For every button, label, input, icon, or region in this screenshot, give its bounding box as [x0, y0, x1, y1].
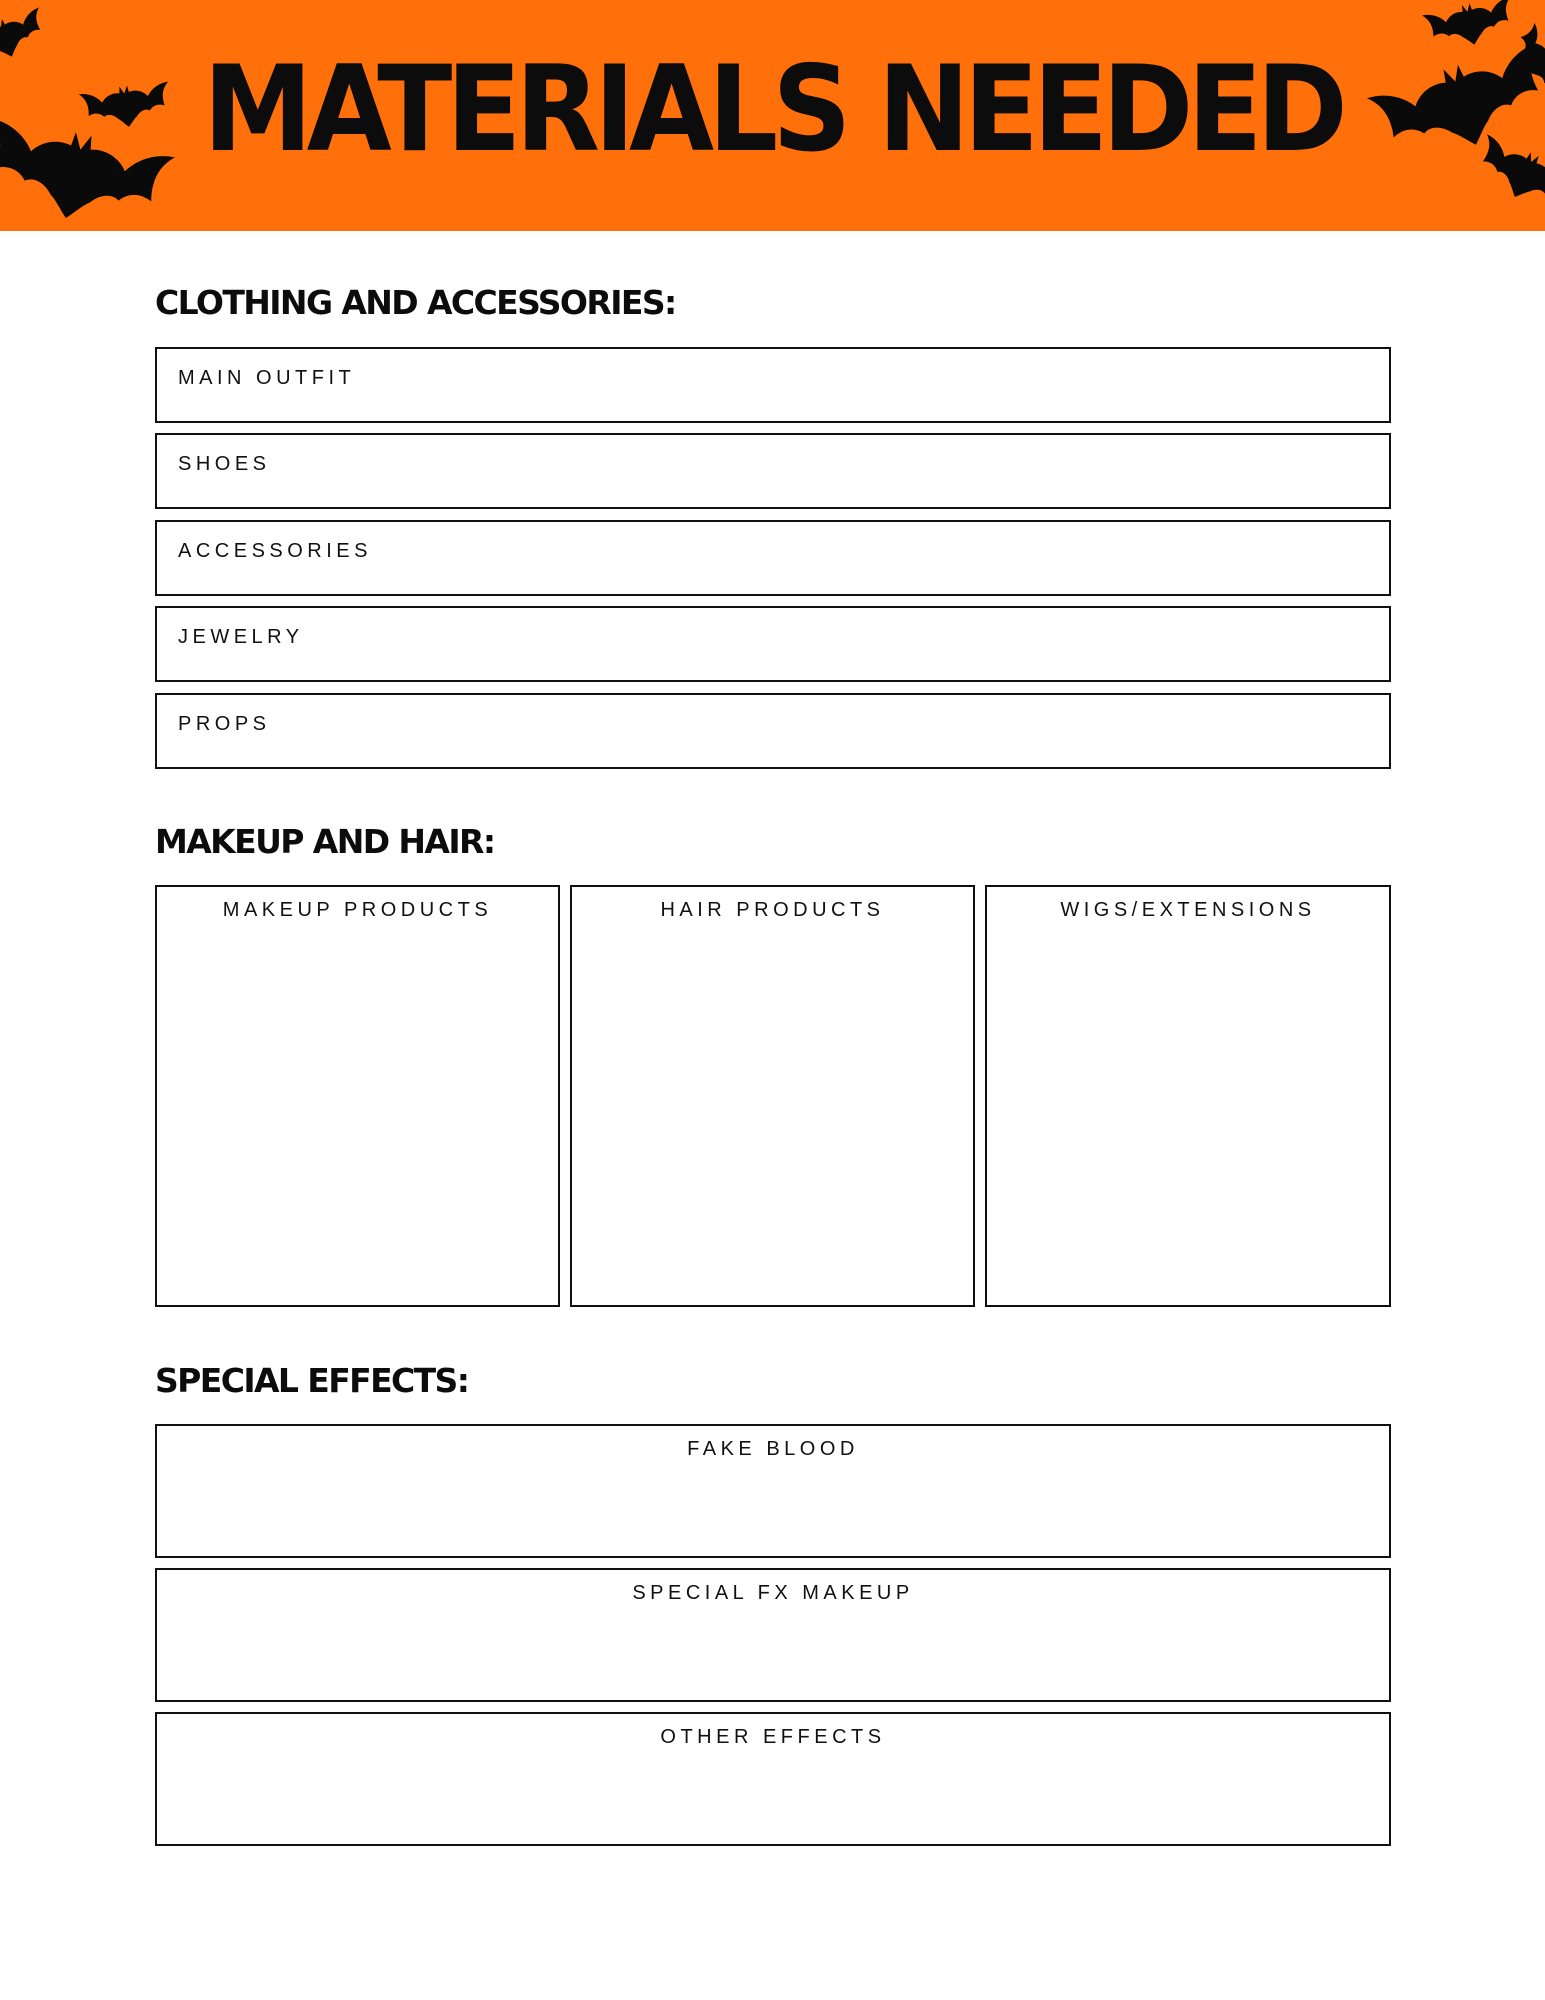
page-title: MATERIALS NEEDED: [203, 39, 1342, 179]
props-label: PROPS: [178, 713, 271, 735]
wigs-extensions-field[interactable]: [985, 885, 1391, 1307]
fake-blood-label: FAKE BLOOD: [687, 1438, 859, 1460]
other-effects-field[interactable]: [155, 1712, 1391, 1846]
main-outfit-field[interactable]: [155, 347, 1391, 423]
effects-section-heading: SPECIAL EFFECTS:: [155, 1361, 469, 1400]
shoes-field[interactable]: [155, 433, 1391, 509]
props-field[interactable]: [155, 693, 1391, 769]
accessories-label: ACCESSORIES: [178, 540, 372, 562]
fake-blood-field[interactable]: [155, 1424, 1391, 1558]
accessories-field[interactable]: [155, 520, 1391, 596]
other-effects-label: OTHER EFFECTS: [660, 1726, 886, 1748]
main-outfit-label: MAIN OUTFIT: [178, 367, 356, 389]
makeup-products-field[interactable]: [155, 885, 560, 1307]
header-banner: [0, 0, 1545, 231]
makeup-section-heading: MAKEUP AND HAIR:: [155, 822, 495, 861]
hair-products-field[interactable]: [570, 885, 975, 1307]
jewelry-field[interactable]: [155, 606, 1391, 682]
makeup-products-label: MAKEUP PRODUCTS: [222, 899, 493, 921]
special-fx-makeup-field[interactable]: [155, 1568, 1391, 1702]
hair-products-label: HAIR PRODUCTS: [660, 899, 885, 921]
wigs-extensions-label: WIGS/EXTENSIONS: [1060, 899, 1316, 921]
clothing-section-heading: CLOTHING AND ACCESSORIES:: [155, 283, 676, 322]
shoes-label: SHOES: [178, 453, 271, 475]
jewelry-label: JEWELRY: [178, 626, 304, 648]
special-fx-makeup-label: SPECIAL FX MAKEUP: [632, 1582, 914, 1604]
